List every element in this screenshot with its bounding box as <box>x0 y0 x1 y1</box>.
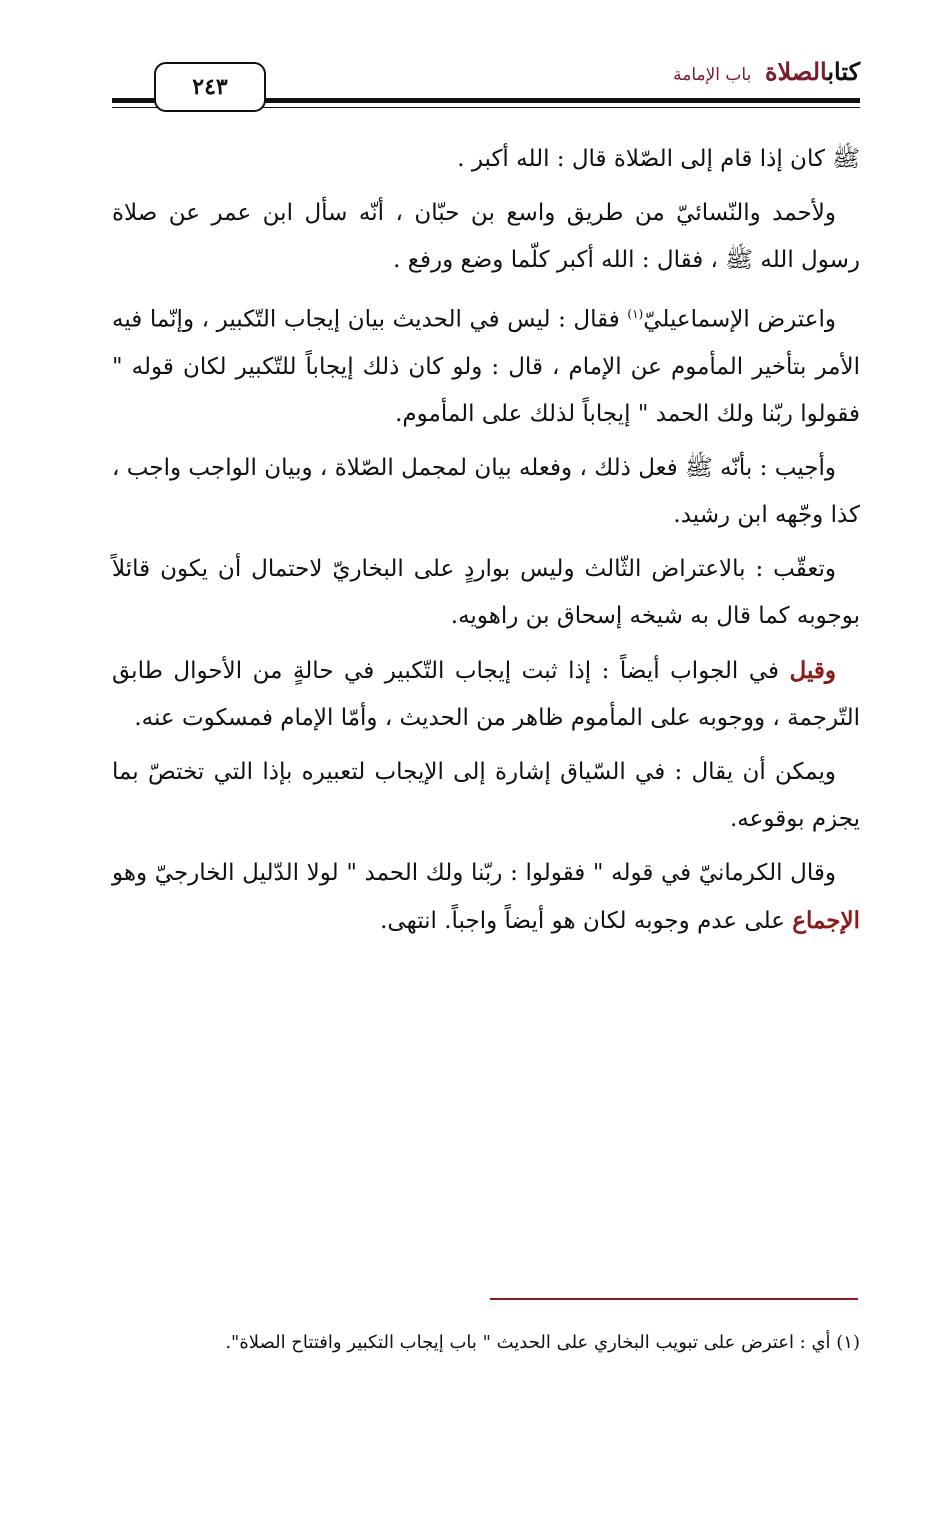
paragraph-8 <box>112 850 860 945</box>
footnote-divider <box>490 1298 858 1300</box>
book-name: الصلاة <box>764 57 828 86</box>
page-header <box>112 50 860 120</box>
main-text <box>112 136 860 952</box>
paragraph-1: ﷺ كان إذا قام إلى الصّلاة قال : الله أكبر . <box>457 146 860 172</box>
paragraph-5: وتعقّب : بالاعتراض الثّالث وليس بواردٍ على البخاريّ لاحتمال أن يكون قائلاً بوجوبه كما قال به شيخه إسحاق بن راهويه. <box>112 555 860 629</box>
paragraph-3-start: واعترض الإسماعيليّ <box>643 306 836 333</box>
paragraph-3 <box>112 291 860 438</box>
highlight-qila: وقيل <box>789 656 836 684</box>
footnote-reference[interactable]: (١) <box>627 307 644 321</box>
book-part-label: كتاب <box>827 57 860 86</box>
footnote: (١) أي : اعترض على تبويب البخاري على الحديث " باب إيجاب التكبير وافتتاح الصلاة". <box>225 1332 860 1353</box>
paragraph-3-rest: فقال : ليس في الحديث بيان إيجاب التّكبير ، وإنّما فيه الأمر بتأخير المأموم عن الإمام ، قال : ولو كان ذلك إيجاباً للتّكبير لكان قوله " فقولوا ربّنا ولك الحمد " إيجاباً لذلك على المأموم. <box>112 306 860 427</box>
chapter-name: باب الإمامة <box>673 65 752 85</box>
highlight-ijma: الإجماع <box>792 906 860 934</box>
page-number: ٢٤٣ <box>154 62 266 112</box>
paragraph-6 <box>112 647 860 742</box>
running-title <box>673 56 860 91</box>
paragraph-8-start: وقال الكرمانيّ في قوله " فقولوا : ربّنا ولك الحمد " لولا الدّليل الخارجيّ وهو <box>112 859 836 886</box>
paragraph-6-rest: في الجواب أيضاً : إذا ثبت إيجاب التّكبير في حالةٍ من الأحوال طابق التّرجمة ، ووجوبه على المأموم ظاهر من الحديث ، وأمّا الإمام فمسكوت عنه. <box>112 657 860 731</box>
paragraph-4: وأجيب : بأنّه ﷺ فعل ذلك ، وفعله بيان لمجمل الصّلاة ، وبيان الواجب واجب ، كذا وجّهه ابن رشيد. <box>112 454 860 528</box>
paragraph-2: ولأحمد والنّسائيّ من طريق واسع بن حبّان ، أنّه سأل ابن عمر عن صلاة رسول الله ﷺ ، فقال : الله أكبر كلّما وضع ورفع . <box>112 200 860 273</box>
paragraph-7: ويمكن أن يقال : في السّياق إشارة إلى الإيجاب لتعبيره بإذا التي تختصّ بما يجزم بوقوعه. <box>112 758 860 832</box>
paragraph-8-rest: على عدم وجوبه لكان هو أيضاً واجباً. انتهى. <box>380 907 793 934</box>
